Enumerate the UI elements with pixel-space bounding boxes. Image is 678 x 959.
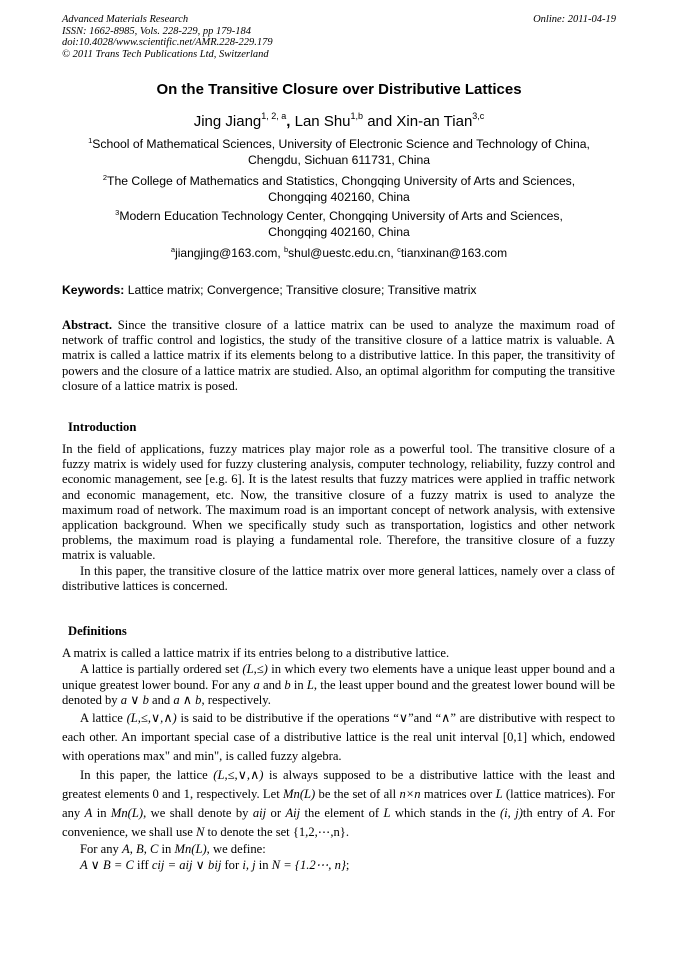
affiliation-line: The College of Mathematics and Statistics, Chongqing University of Arts and Sciences, bbox=[107, 174, 576, 188]
affiliation-2 bbox=[62, 174, 616, 205]
keywords-label: Keywords: bbox=[62, 283, 125, 297]
author-superscript: 1,b bbox=[350, 111, 364, 121]
paper-title: On the Transitive Closure over Distributive Lattices bbox=[156, 81, 522, 98]
keywords-text: Lattice matrix; Convergence; Transitive closure; Transitive matrix bbox=[124, 283, 477, 297]
text-run: and bbox=[259, 677, 285, 692]
text-run: (lattice matrices). For any bbox=[62, 787, 616, 821]
math-expression: Mn(L) bbox=[283, 787, 316, 802]
math-expression: A bbox=[582, 806, 590, 821]
text-run: ; bbox=[345, 857, 350, 872]
issn-line: ISSN: 1662-8985, Vols. 228-229, pp 179-184 bbox=[62, 25, 251, 37]
text-run: is said to be distributive if the operations “∨”and “∧” are distributive with respect to each other. An important special case of a distributive lattice is the real unit interval bbox=[62, 711, 615, 745]
affiliation-line: Chongqing 402160, China bbox=[268, 224, 410, 239]
math-expression: cij = aij ∨ bij bbox=[151, 857, 222, 872]
abstract-text: Since the transitive closure of a lattice matrix can be used to analyze the maximum road of network of traffic control and logistics, the study of the transitive closure of a lattice matrix is valuable. A matrix is called a lattice matrix if its elements belong to a distributive lattice. In this paper, the transitivity of powers and the closure of a lattice matrix are studied. Also, an optimal algorithm for computing the transitive closure of a lattice matrix is posed. bbox=[62, 318, 615, 393]
math-expression: L bbox=[383, 806, 391, 821]
paragraph bbox=[62, 662, 615, 709]
math-expression: B bbox=[135, 842, 144, 857]
journal-header bbox=[62, 14, 273, 60]
paragraph bbox=[62, 858, 615, 874]
math-expression: N bbox=[195, 825, 205, 840]
keywords bbox=[62, 283, 477, 297]
definitions-body bbox=[62, 646, 615, 874]
paragraph bbox=[62, 842, 615, 858]
math-expression: Mn(L) bbox=[174, 842, 207, 857]
author-name: Xin-an Tian bbox=[392, 113, 473, 130]
copyright-line: © 2011 Trans Tech Publications Ltd, Switzerland bbox=[62, 48, 269, 60]
email-marker: b bbox=[284, 245, 289, 254]
math-expression: (i, j) bbox=[499, 806, 523, 821]
abstract-label: Abstract. bbox=[62, 318, 113, 332]
email-marker: a bbox=[170, 245, 176, 254]
math-expression: (L,≤,∨,∧) bbox=[126, 711, 177, 726]
math-expression: a ∨ b bbox=[120, 693, 149, 708]
text-run: matrices over bbox=[420, 787, 496, 802]
online-date: Online: 2011-04-19 bbox=[533, 14, 616, 25]
text-run: , bbox=[143, 842, 150, 857]
math-expression: Mn(L) bbox=[110, 806, 144, 821]
journal-name: Advanced Materials Research bbox=[62, 14, 189, 25]
text-run: or bbox=[266, 806, 286, 821]
text-run: and bbox=[148, 693, 174, 708]
math-expression: [0,1] bbox=[502, 730, 528, 745]
author-separator: and bbox=[363, 113, 393, 130]
email-address: jiangjing@163.com, bbox=[175, 246, 284, 260]
affiliation-number: 1 bbox=[88, 136, 93, 145]
text-run: , the least upper bound and the greatest lower bound will be denoted by bbox=[62, 677, 616, 708]
author-line bbox=[0, 113, 678, 130]
email-address: shul@uestc.edu.cn, bbox=[288, 246, 398, 260]
math-expression: b bbox=[284, 677, 291, 692]
math-expression: L bbox=[306, 677, 314, 692]
text-run: for bbox=[221, 857, 243, 872]
affiliation-1 bbox=[62, 137, 616, 168]
text-run: iff bbox=[133, 857, 152, 872]
text-run: to denote the set bbox=[204, 825, 293, 840]
text-run: For any bbox=[80, 842, 122, 857]
text-run: A lattice bbox=[80, 711, 127, 726]
text-run: which stands in the bbox=[390, 806, 500, 821]
section-heading-definitions: Definitions bbox=[68, 624, 127, 638]
text-run: A lattice is partially ordered set bbox=[80, 661, 243, 676]
text-run: th entry of bbox=[522, 806, 583, 821]
math-expression: C bbox=[149, 842, 159, 857]
author-name: Jing Jiang bbox=[193, 113, 262, 130]
author-superscript: 3,c bbox=[472, 111, 485, 121]
math-expression: {1,2,⋯,n} bbox=[292, 825, 346, 840]
text-run: in bbox=[255, 857, 272, 872]
math-expression: A bbox=[121, 842, 130, 857]
text-run: , we shall denote by bbox=[143, 806, 253, 821]
text-run: , respectively. bbox=[201, 693, 271, 708]
text-run: in which every two elements have a unique least upper bound and a unique greatest lower bound. For any bbox=[62, 661, 615, 692]
text-run: in bbox=[290, 677, 307, 692]
text-run: . For convenience, we shall use bbox=[62, 806, 615, 840]
text-run: be the set of all bbox=[315, 787, 400, 802]
math-expression: a ∧ b bbox=[173, 693, 202, 708]
author-name: Lan Shu bbox=[290, 113, 351, 130]
math-expression: L bbox=[495, 787, 503, 802]
author-emails bbox=[0, 246, 678, 260]
paragraph bbox=[62, 766, 615, 842]
text-run: the element of bbox=[300, 806, 384, 821]
text-run: which, endowed with operations max" and min", is called fuzzy algebra. bbox=[62, 730, 615, 764]
text-run: in bbox=[92, 806, 111, 821]
math-expression: (L,≤,∨,∧) bbox=[213, 768, 264, 783]
affiliation-number: 3 bbox=[115, 208, 120, 217]
doi-line: doi:10.4028/www.scientific.net/AMR.228-229.179 bbox=[62, 37, 273, 48]
text-run: in bbox=[158, 842, 175, 857]
affiliation-number: 2 bbox=[102, 173, 108, 182]
paragraph: In this paper, the transitive closure of the lattice matrix over more general lattices, namely over a class of distributive lattices is concerned. bbox=[62, 563, 615, 593]
affiliation-line: School of Mathematical Sciences, University of Electronic Science and Technology of China, bbox=[92, 137, 590, 151]
math-expression: A ∨ B = C bbox=[80, 857, 134, 872]
math-expression: (L,≤) bbox=[242, 661, 268, 676]
math-expression: Aij bbox=[285, 806, 301, 821]
affiliation-line: Modern Education Technology Center, Chongqing University of Arts and Sciences, bbox=[119, 209, 563, 223]
math-expression: N = {1.2⋯, n} bbox=[271, 857, 346, 872]
text-run: , bbox=[129, 842, 136, 857]
email-marker: c bbox=[397, 245, 401, 254]
author-superscript: 1, 2, a bbox=[261, 111, 287, 121]
introduction-body bbox=[62, 442, 615, 594]
math-expression: i, j bbox=[242, 857, 256, 872]
affiliation-line: Chengdu, Sichuan 611731, China bbox=[247, 152, 431, 167]
math-expression: n×n bbox=[399, 787, 421, 802]
text-run: , we define: bbox=[206, 842, 266, 857]
text-run: . bbox=[345, 825, 350, 840]
paragraph bbox=[62, 709, 615, 766]
text-run: is always supposed to be a distributive lattice with the least and greatest elements 0 and 1, respectively. Let bbox=[62, 768, 615, 802]
section-heading-introduction: Introduction bbox=[68, 420, 137, 434]
affiliation-3 bbox=[62, 209, 616, 240]
abstract bbox=[62, 318, 615, 394]
affiliation-line: Chongqing 402160, China bbox=[268, 189, 410, 204]
paragraph: A matrix is called a lattice matrix if its entries belong to a distributive lattice. bbox=[62, 646, 450, 660]
math-expression: A bbox=[84, 806, 93, 821]
text-run: In this paper, the lattice bbox=[80, 768, 214, 783]
email-address: tianxinan@163.com bbox=[400, 246, 508, 260]
paragraph: In the field of applications, fuzzy matrices play major role as a powerful tool. The transitive closure of a fuzzy matrix is widely used for fuzzy clustering analysis, computer technology, reliability, fuzzy control and economic management, see [e.g. 6]. It is the latest results that fuzzy matrices were applied in traffic network and economic management, etc. Now, the transitive closure of a fuzzy matrix is used to analyze the maximum road of network. The maximum road is an important concept of network analysis, with extensive application background. When we specifically study such as transportation, logistics and other network problems, the maximum road is playing a fundamental role. Therefore, the transitive closure of a fuzzy matrix is valuable. bbox=[62, 442, 615, 563]
math-expression: aij bbox=[252, 806, 267, 821]
author-separator: , bbox=[286, 113, 291, 130]
math-expression: a bbox=[253, 677, 260, 692]
